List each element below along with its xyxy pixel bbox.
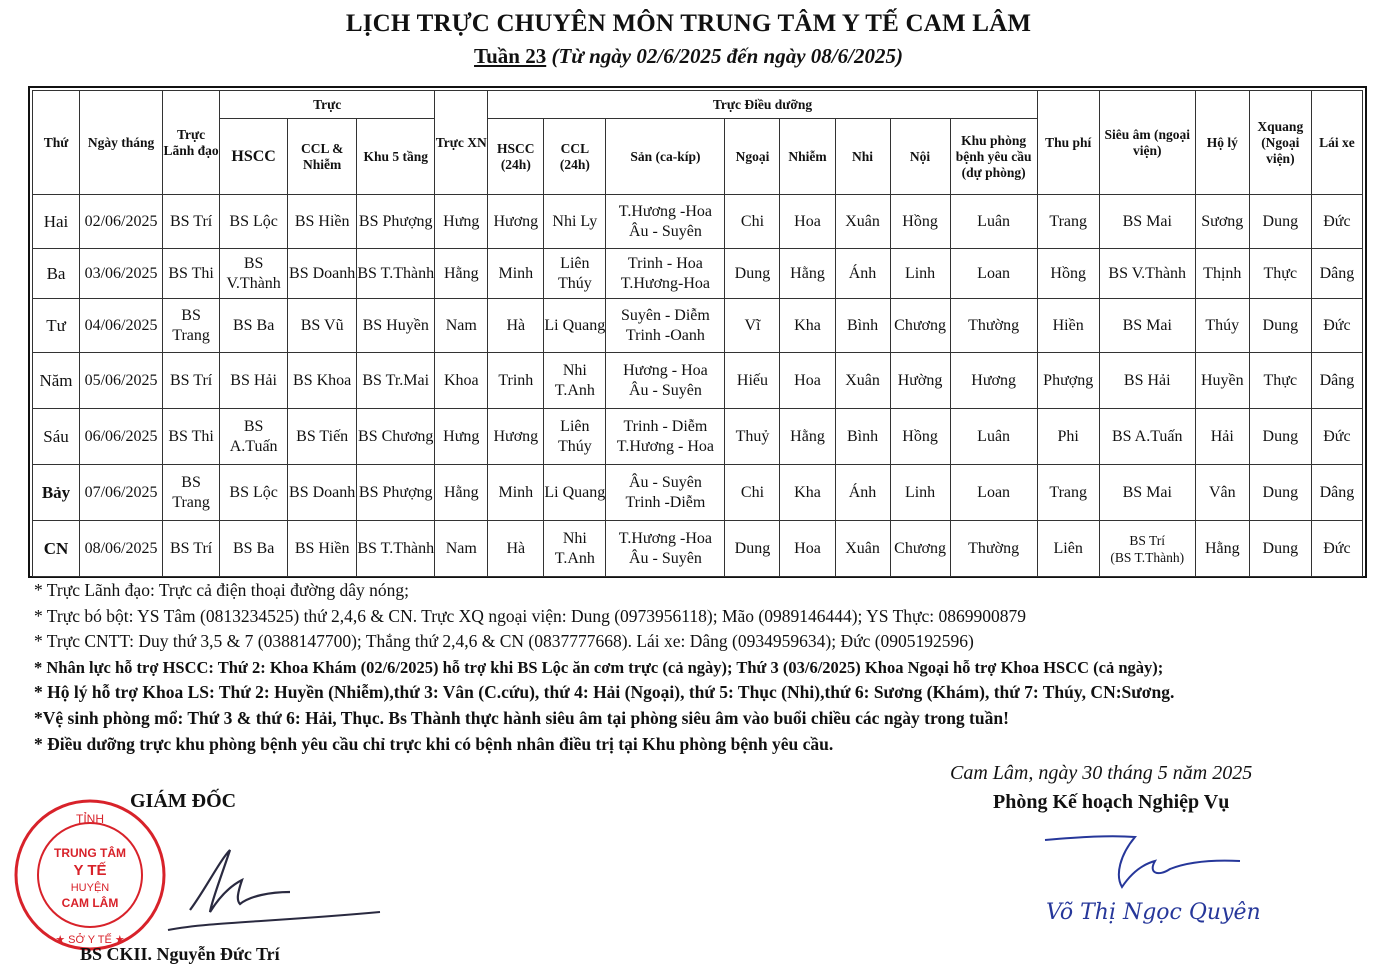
cell-xn: Hằng	[435, 249, 488, 299]
cell-nhiem: Hằng	[780, 409, 835, 465]
cell-date: 04/06/2025	[80, 299, 163, 353]
cell-ccl: BS Doanh	[288, 465, 357, 521]
cell-ho-ly: Vân	[1195, 465, 1249, 521]
cell-hscc: BS Lộc	[220, 465, 288, 521]
cell-date: 08/06/2025	[80, 521, 163, 577]
cell-khu-phong: Luân	[950, 195, 1037, 249]
san-line: T.Hương -Hoa	[618, 202, 713, 220]
cell-xquang: Dung	[1249, 521, 1311, 577]
sieu-am-line: BS Trí	[1129, 532, 1166, 548]
note-line: *Vệ sinh phòng mổ: Thứ 3 & thứ 6: Hải, Thục. Bs Thành thực hành siêu âm tại phòng siêu âm vào buổi chiều các ngày trong tuần!	[34, 707, 1009, 728]
header-sieu-am: Siêu âm (ngoại viện)	[1099, 91, 1195, 195]
cell-khu5: BS T.Thành	[357, 521, 435, 577]
cell-nhiem: Hoa	[780, 521, 835, 577]
header-xquang: Xquang (Ngoại viện)	[1249, 91, 1311, 195]
schedule-table	[32, 90, 1363, 577]
header-dieu-duong: Trực Điều dưỡng	[488, 91, 1037, 119]
cell-xn: Hằng	[435, 465, 488, 521]
cell-nhi: Xuân	[835, 353, 890, 409]
cell-khu-phong: Loan	[950, 249, 1037, 299]
cell-san	[606, 195, 725, 249]
cell-dd-hscc: Hương	[488, 195, 544, 249]
table-row	[33, 409, 1363, 465]
cell-day: Tư	[33, 299, 80, 353]
planner-name: Võ Thị Ngọc Quyên	[1046, 900, 1261, 925]
director-title: GIÁM ĐỐC	[130, 790, 237, 812]
header-ngoai: Ngoại	[725, 119, 780, 195]
cell-ho-ly: Hằng	[1195, 521, 1249, 577]
cell-xquang: Dung	[1249, 465, 1311, 521]
cell-thu-phi: Hiền	[1037, 299, 1099, 353]
cell-sieu-am: BS Mai	[1099, 195, 1195, 249]
director-name: BS CKII. Nguyễn Đức Trí	[80, 944, 280, 964]
san-line: T.Hương - Hoa	[616, 437, 715, 455]
cell-ngoai: Dung	[725, 521, 780, 577]
cell-lai-xe: Đức	[1311, 521, 1362, 577]
cell-day: Năm	[33, 353, 80, 409]
table-row	[33, 299, 1363, 353]
cell-sieu-am: BS Mai	[1099, 465, 1195, 521]
note-line: * Trực bó bột: YS Tâm (0813234525) thứ 2,4,6 & CN. Trực XQ ngoại viện: Dung (0973956118); Mão (0989146444); YS Thực: 0869900879	[34, 605, 1027, 626]
cell-date: 07/06/2025	[80, 465, 163, 521]
cell-dd-hscc: Minh	[488, 465, 544, 521]
cell-xn: Nam	[435, 521, 488, 577]
san-line: Hương - Hoa	[623, 361, 708, 379]
cell-ngoai: Vĩ	[725, 299, 780, 353]
cell-date: 02/06/2025	[80, 195, 163, 249]
cell-noi: Hường	[890, 353, 950, 409]
table-row	[33, 249, 1363, 299]
san-line: T.Hương -Hoa	[618, 529, 713, 547]
notes	[34, 578, 1354, 757]
header-san: Sản (ca-kíp)	[606, 119, 725, 195]
note-line: * Hộ lý hỗ trợ Khoa LS: Thứ 2: Huyền (Nhiễm),thứ 3: Vân (C.cứu), thứ 4: Hải (Ngoại), thứ 5: Thục (Nhi),thứ 6: Sương (Khám), thứ 7: Thúy, CN:Sương.	[34, 682, 1175, 703]
cell-xn: Hưng	[435, 409, 488, 465]
header-khu5: Khu 5 tầng	[357, 119, 435, 195]
cell-thu-phi: Trang	[1037, 195, 1099, 249]
cell-khu5: BS Huyền	[357, 299, 435, 353]
cell-thu-phi: Liên	[1037, 521, 1099, 577]
cell-xquang: Dung	[1249, 299, 1311, 353]
cell-lanh-dao: BS Trí	[163, 353, 220, 409]
cell-ccl: BS Tiến	[288, 409, 357, 465]
cell-ho-ly: Huyền	[1195, 353, 1249, 409]
header-lai-xe: Lái xe	[1311, 91, 1362, 195]
cell-nhi: Bình	[835, 299, 890, 353]
header-ccl-nhiem: CCL & Nhiễm	[288, 119, 357, 195]
note-line: * Trực CNTT: Duy thứ 3,5 & 7 (0388147700); Thắng thứ 2,4,6 & CN (0837777668). Lái xe: Dâng (0934959634); Đức (0905192596)	[34, 631, 974, 652]
note-line: * Nhân lực hỗ trợ HSCC: Thứ 2: Khoa Khám (02/6/2025) hỗ trợ khi BS Lộc ăn cơm trực (cả ngày); Thứ 3 (03/6/2025) Khoa Ngoại hỗ trợ Khoa HSCC (cả ngày);	[34, 657, 1164, 677]
cell-ngoai: Chi	[725, 195, 780, 249]
cell-hscc: BS Hải	[220, 353, 288, 409]
cell-khu-phong: Hương	[950, 353, 1037, 409]
cell-xn: Khoa	[435, 353, 488, 409]
san-line: Âu - Suyên	[628, 549, 702, 567]
header-dd-ccl: CCL (24h)	[544, 119, 606, 195]
cell-ngoai: Dung	[725, 249, 780, 299]
document-title: LỊCH TRỰC CHUYÊN MÔN TRUNG TÂM Y TẾ CAM LÂM	[345, 10, 1032, 37]
cell-lanh-dao: BS Trí	[163, 195, 220, 249]
cell-ho-ly: Thúy	[1195, 299, 1249, 353]
cell-ngoai: Thuỷ	[725, 409, 780, 465]
cell-day: Hai	[33, 195, 80, 249]
official-stamp-icon	[10, 795, 170, 955]
place-date: Cam Lâm, ngày 30 tháng 5 năm 2025	[950, 762, 1253, 784]
cell-noi: Linh	[890, 249, 950, 299]
header-thu-phi: Thu phí	[1037, 91, 1099, 195]
cell-lanh-dao: BS Trí	[163, 521, 220, 577]
cell-day: Ba	[33, 249, 80, 299]
cell-lai-xe: Dâng	[1311, 353, 1362, 409]
cell-khu-phong: Thường	[950, 521, 1037, 577]
cell-xquang: Thực	[1249, 353, 1311, 409]
san-line: T.Hương-Hoa	[620, 274, 711, 292]
cell-thu-phi: Phi	[1037, 409, 1099, 465]
cell-dd-ccl: Liên Thúy	[544, 249, 606, 299]
cell-khu-phong: Thường	[950, 299, 1037, 353]
cell-noi: Hồng	[890, 195, 950, 249]
svg-text:★ SỞ Y TẾ ★: ★ SỞ Y TẾ ★	[55, 934, 125, 946]
cell-lanh-dao: BS Thi	[163, 409, 220, 465]
header-lanh-dao: Trực Lãnh đạo	[163, 91, 220, 195]
table-row	[33, 195, 1363, 249]
cell-sieu-am: BS A.Tuấn	[1099, 409, 1195, 465]
cell-khu5: BS Phượng	[357, 465, 435, 521]
cell-dd-hscc: Hà	[488, 299, 544, 353]
cell-dd-ccl: Li Quang	[544, 465, 606, 521]
cell-khu5: BS T.Thành	[357, 249, 435, 299]
cell-xquang: Dung	[1249, 195, 1311, 249]
cell-dd-hscc: Hương	[488, 409, 544, 465]
cell-san	[606, 299, 725, 353]
cell-hscc: BS Ba	[220, 299, 288, 353]
cell-dd-ccl: Nhi Ly	[544, 195, 606, 249]
cell-khu-phong: Luân	[950, 409, 1037, 465]
svg-text:TỈNH: TỈNH	[76, 812, 104, 826]
header-xn: Trực XN	[435, 91, 488, 195]
cell-dd-hscc: Minh	[488, 249, 544, 299]
cell-sieu-am: BS Mai	[1099, 299, 1195, 353]
header-nhi: Nhi	[835, 119, 890, 195]
table-row	[33, 521, 1363, 577]
cell-xn: Hưng	[435, 195, 488, 249]
cell-nhi: Bình	[835, 409, 890, 465]
cell-lai-xe: Đức	[1311, 409, 1362, 465]
cell-dd-hscc: Hà	[488, 521, 544, 577]
cell-day: Sáu	[33, 409, 80, 465]
cell-nhiem: Kha	[780, 299, 835, 353]
date-range: (Từ ngày 02/6/2025 đến ngày 08/6/2025)	[551, 44, 903, 68]
cell-xquang: Thực	[1249, 249, 1311, 299]
cell-dd-hscc: Trinh	[488, 353, 544, 409]
cell-thu-phi: Phượng	[1037, 353, 1099, 409]
header-ho-ly: Hộ lý	[1195, 91, 1249, 195]
cell-nhi: Ánh	[835, 249, 890, 299]
cell-lai-xe: Dâng	[1311, 465, 1362, 521]
san-line: Suyên - Diễm	[620, 306, 710, 324]
cell-nhi: Ánh	[835, 465, 890, 521]
cell-lai-xe: Dâng	[1311, 249, 1362, 299]
cell-xn: Nam	[435, 299, 488, 353]
director-signature-icon	[150, 830, 390, 940]
cell-day: CN	[33, 521, 80, 577]
note-line: * Điều dưỡng trực khu phòng bệnh yêu cầu chỉ trực khi có bệnh nhân điều trị tại Khu phòng bệnh yêu cầu.	[34, 733, 834, 754]
cell-hscc: BS Lộc	[220, 195, 288, 249]
cell-san	[606, 465, 725, 521]
cell-date: 05/06/2025	[80, 353, 163, 409]
cell-nhiem: Hoa	[780, 195, 835, 249]
cell-ho-ly: Thịnh	[1195, 249, 1249, 299]
cell-noi: Chương	[890, 521, 950, 577]
cell-thu-phi: Trang	[1037, 465, 1099, 521]
san-line: Âu - Suyên	[628, 222, 702, 240]
cell-san	[606, 409, 725, 465]
cell-dd-ccl: Nhi T.Anh	[544, 521, 606, 577]
san-line: Âu - Suyên	[628, 473, 702, 491]
cell-san	[606, 353, 725, 409]
week-label: Tuần 23	[474, 44, 547, 68]
cell-lai-xe: Đức	[1311, 299, 1362, 353]
cell-ccl: BS Doanh	[288, 249, 357, 299]
cell-nhiem: Hoa	[780, 353, 835, 409]
sieu-am-line: (BS T.Thành)	[1110, 549, 1185, 565]
cell-sieu-am: BS V.Thành	[1099, 249, 1195, 299]
table-row	[33, 465, 1363, 521]
san-line: Trinh - Hoa	[627, 254, 703, 272]
table-row	[33, 353, 1363, 409]
cell-ccl: BS Hiền	[288, 195, 357, 249]
cell-sieu-am: BS Hải	[1099, 353, 1195, 409]
cell-ccl: BS Hiền	[288, 521, 357, 577]
cell-nhi: Xuân	[835, 195, 890, 249]
planner-signature-icon	[1040, 825, 1250, 905]
cell-thu-phi: Hồng	[1037, 249, 1099, 299]
svg-text:HUYỆN: HUYỆN	[70, 882, 110, 894]
cell-noi: Linh	[890, 465, 950, 521]
cell-ho-ly: Sương	[1195, 195, 1249, 249]
cell-hscc: BS V.Thành	[220, 249, 288, 299]
cell-dd-ccl: Nhi T.Anh	[544, 353, 606, 409]
svg-text:TRUNG TÂM: TRUNG TÂM	[54, 846, 126, 860]
cell-khu5: BS Tr.Mai	[357, 353, 435, 409]
cell-nhi: Xuân	[835, 521, 890, 577]
cell-ho-ly: Hải	[1195, 409, 1249, 465]
cell-khu-phong: Loan	[950, 465, 1037, 521]
schedule-table-frame	[28, 86, 1367, 578]
header-nhiem: Nhiễm	[780, 119, 835, 195]
cell-lanh-dao: BS Thi	[163, 249, 220, 299]
note-line: * Trực Lãnh đạo: Trực cả điện thoại đường dây nóng;	[34, 580, 410, 600]
cell-lanh-dao: BS Trang	[163, 299, 220, 353]
cell-noi: Hồng	[890, 409, 950, 465]
cell-dd-ccl: Liên Thúy	[544, 409, 606, 465]
cell-san	[606, 521, 725, 577]
cell-ccl: BS Vũ	[288, 299, 357, 353]
cell-lai-xe: Đức	[1311, 195, 1362, 249]
svg-text:CAM LÂM: CAM LÂM	[61, 896, 119, 910]
cell-date: 03/06/2025	[80, 249, 163, 299]
san-line: Trinh -Diễm	[625, 493, 706, 511]
cell-sieu-am	[1099, 521, 1195, 577]
cell-nhiem: Hằng	[780, 249, 835, 299]
header-dd-hscc: HSCC (24h)	[488, 119, 544, 195]
document-subtitle	[0, 44, 1377, 69]
header-hscc: HSCC	[220, 119, 288, 195]
cell-hscc: BS Ba	[220, 521, 288, 577]
cell-ccl: BS Khoa	[288, 353, 357, 409]
department-name: Phòng Kế hoạch Nghiệp Vụ	[993, 791, 1230, 813]
san-line: Trinh -Oanh	[625, 326, 705, 344]
cell-san	[606, 249, 725, 299]
schedule-body	[33, 195, 1363, 577]
san-line: Âu - Suyên	[628, 381, 702, 399]
header-noi: Nội	[890, 119, 950, 195]
cell-khu5: BS Phượng	[357, 195, 435, 249]
cell-day: Bảy	[33, 465, 80, 521]
header-khu-phong: Khu phòng bệnh yêu cầu (dự phòng)	[950, 119, 1037, 195]
cell-ngoai: Chi	[725, 465, 780, 521]
header-truc: Trực	[220, 91, 435, 119]
cell-ngoai: Hiếu	[725, 353, 780, 409]
cell-noi: Chương	[890, 299, 950, 353]
cell-date: 06/06/2025	[80, 409, 163, 465]
header-thu: Thứ	[33, 91, 80, 195]
cell-khu5: BS Chương	[357, 409, 435, 465]
svg-text:Y TẾ: Y TẾ	[73, 862, 107, 879]
cell-hscc: BS A.Tuấn	[220, 409, 288, 465]
cell-xquang: Dung	[1249, 409, 1311, 465]
cell-lanh-dao: BS Trang	[163, 465, 220, 521]
cell-nhiem: Kha	[780, 465, 835, 521]
san-line: Trinh - Diễm	[623, 417, 708, 435]
cell-dd-ccl: Li Quang	[544, 299, 606, 353]
header-ngay: Ngày tháng	[80, 91, 163, 195]
